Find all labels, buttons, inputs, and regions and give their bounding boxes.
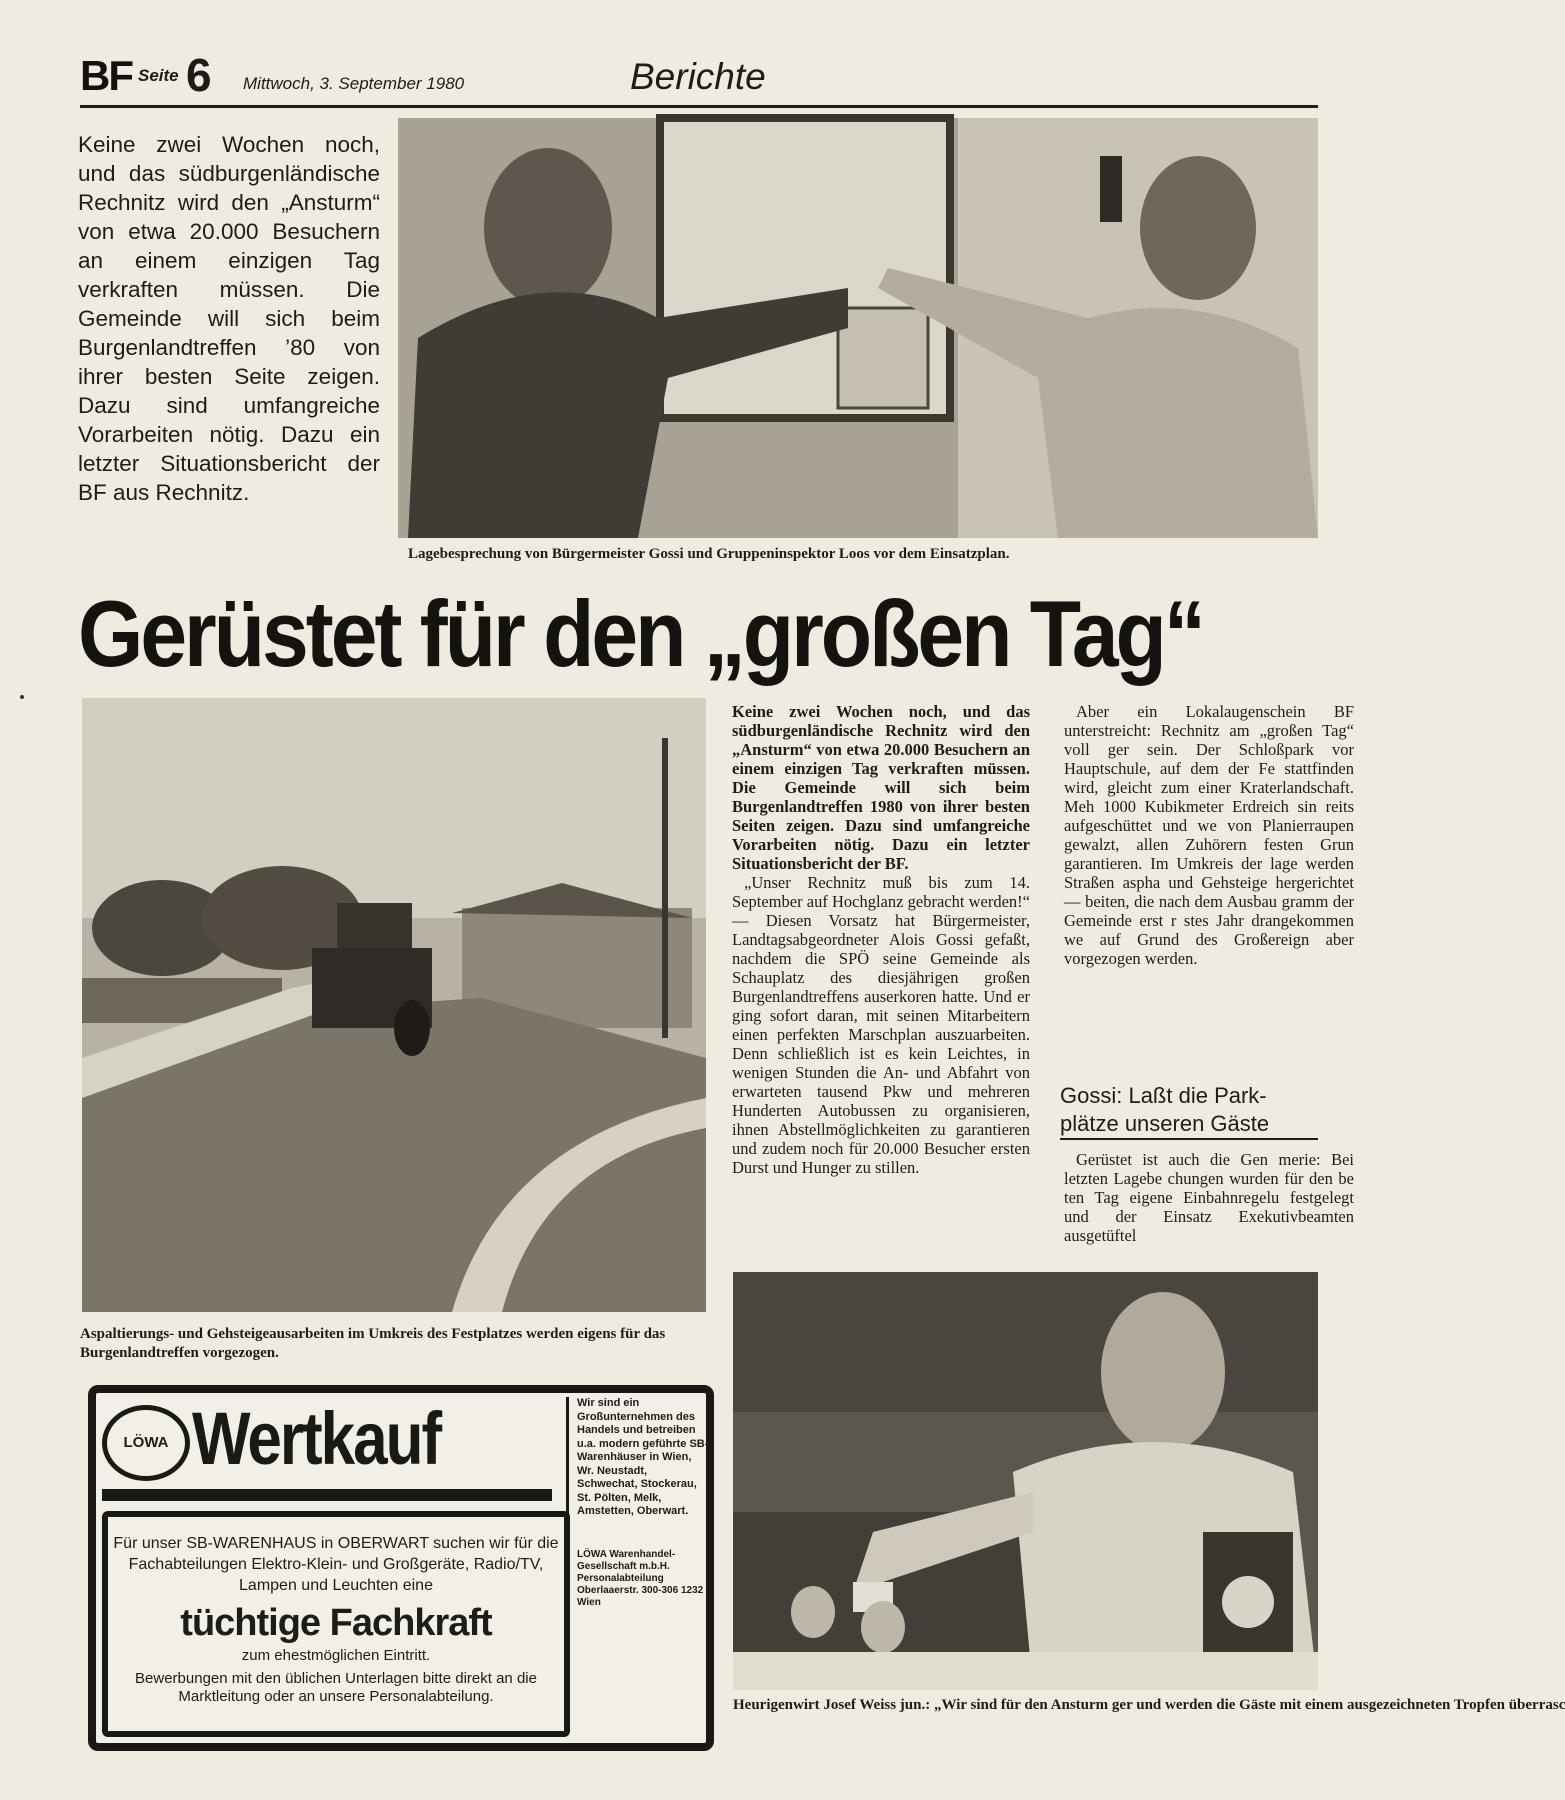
article-column-1 (732, 702, 1030, 1177)
margin-dot (20, 695, 24, 699)
loewa-logo: LÖWA (102, 1405, 190, 1481)
photo-road-works (82, 698, 706, 1312)
photo-caption-wine: Heurigenwirt Josef Weiss jun.: „Wir sind für den Ansturm ger und werden die Gäste mit einem ausgezeichneten Tropfen überrasc (733, 1697, 1565, 1713)
ad-divider (102, 1489, 552, 1501)
ad-company-info (566, 1397, 709, 1609)
page-label: Seite (138, 66, 179, 85)
page-number: 6 (186, 49, 212, 101)
newspaper-logo: BF (80, 52, 132, 99)
intro-teaser: Keine zwei Wochen noch, und das südburgenländische Rechnitz wird den „Ansturm“ von etwa 20.000 Besuchern an einem einzigen Tag verkraften müssen. Die Gemeinde will sich beim Burgenlandtreffen ’80 von ihrer besten Seite zeigen. Dazu sind umfangreiche Vorarbeiten nötig. Dazu ein letzter Situationsbericht der BF aus Rechnitz. (78, 132, 380, 505)
issue-date: Mittwoch, 3. September 1980 (243, 74, 465, 93)
headline: Gerüstet für den „großen Tag“ (78, 581, 1203, 687)
photo-mayor-and-inspector (398, 118, 1318, 538)
ad-brand: Wertkauf (192, 1398, 441, 1481)
subhead-line-1: Gossi: Laßt die Park- (1060, 1083, 1267, 1108)
article-subhead (1060, 1082, 1318, 1140)
article-body-1: „Unser Rechnitz muß bis zum 14. September auf Hochglanz gebracht werden!“ — Diesen Vorsatz hat Bürgermeister, Landtagsabgeordneter Alois Gossi gefaßt, nachdem die SPÖ seine Gemeinde als Schauplatz des diesjährigen großen Burgenlandtreffens auserkoren hatte. Und er ging sofort daran, mit seinen Mitarbeitern einen perfekten Marschplan auszuarbeiten. Denn schließlich ist es kein Leichtes, in wenigen Stunden die An- und Abfahrt von erwarteten tausend Pkw und mehreren Hunderten Autobussen zu organisieren, ihnen Abstellmöglichkeiten zu garantieren und zudem noch für 20.000 Besucher ersten Durst und Hunger zu stillen. (732, 873, 1030, 1177)
article-body-2: Aber ein Lokalaugenschein BF unterstreicht: Rechnitz am „großen Tag“ voll ger sein. Der Schloßpark vor Hauptschule, auf dem der Fe stattfinden wird, gleicht zum einer Kraterlandschaft. Meh 1000 Kubikmeter Erdreich sin reits aufgeschüttet und we von Planierraupen gewalzt, allen Zuhörern festen Grun garantieren. Im Umkreis der lage werden Straßen aspha und Gehsteige hergerichtet — beiten, die nach dem Ausbau gramm der Gemeinde erst r stes Jahr drangekommen we auf Grund des Großereign aber vorgezogen werden. (1064, 702, 1354, 968)
ad-intro: Für unser SB-WARENHAUS in OBERWART suchen wir für die Fachabteilungen Elektro-Klein- und Großgeräte, Radio/TV, Lampen und Leuchten eine (113, 1535, 559, 1594)
ad-start: zum ehestmöglichen Eintritt. (241, 1647, 431, 1664)
article-body-3: Gerüstet ist auch die Gen merie: Bei letzten Lagebe chungen wurden für den be ten Tag eigene Einbahnregelu festgelegt und der Einsatz Exekutivbeamten ausgetüftel (1064, 1150, 1354, 1245)
article-column-2-continued (1064, 1150, 1354, 1272)
ad-application: Bewerbungen mit den üblichen Unterlagen bitte direkt an die Marktleitung oder an unsere Personalabteilung. (135, 1670, 537, 1705)
ad-position: tüchtige Fachkraft (180, 1602, 492, 1644)
header-rule (80, 105, 1318, 108)
section-title: Berichte (630, 56, 766, 97)
photo-caption-top: Lagebesprechung von Bürgermeister Gossi und Gruppeninspektor Loos vor dem Einsatzplan. (408, 546, 1010, 562)
ad-company-address: LÖWA Warenhandel-Gesellschaft m.b.H. Personalabteilung Oberlaaerstr. 300-306 1232 Wien (577, 1548, 704, 1608)
subhead-line-2: plätze unseren Gäste (1060, 1111, 1270, 1136)
wertkauf-advertisement (88, 1385, 714, 1751)
photo-heurigenwirt (733, 1272, 1318, 1690)
photo-caption-road: Aspaltierungs- und Gehsteigeausarbeiten im Umkreis des Festplatzes werden eigens für das Burgenlandtreffen vorgezogen. (80, 1326, 666, 1361)
ad-side-text: Wir sind ein Großunternehmen des Handels und betreiben u.a. modern geführte SB-Warenhäuser in Wien, Wr. Neustadt, Schwechat, Stockerau, St. Pölten, Melk, Amstetten, Oberwart. (577, 1397, 709, 1517)
ad-job-offer (102, 1511, 570, 1737)
article-lead: Keine zwei Wochen noch, und das südburgenländische Rechnitz wird den „Ansturm“ von etwa 20.000 Besuchern an einem einzigen Tag verkraften müssen. Die Gemeinde will sich beim Burgenlandtreffen 1980 von ihrer besten Seiten zeigen. Dazu sind umfangreiche Vorarbeiten nötig. Dazu ein letzter Situationsbericht der BF. (732, 702, 1030, 873)
article-column-2 (1064, 702, 1354, 1012)
